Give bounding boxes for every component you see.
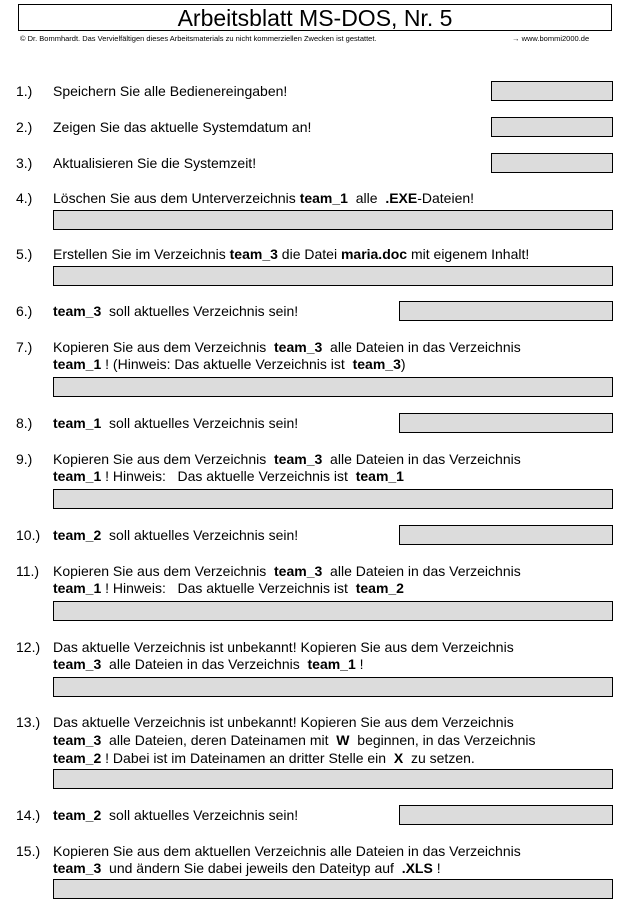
- task-text-segment: Löschen Sie aus dem Unterverzeichnis: [53, 190, 300, 206]
- task-text-segment: Das aktuelle Verzeichnis ist unbekannt! Kopieren Sie aus dem Verzeichnis: [53, 714, 514, 730]
- task-text: [53, 339, 521, 356]
- task-keyword: team_1: [53, 415, 102, 431]
- task-text-segment: Kopieren Sie aus dem Verzeichnis: [53, 563, 275, 579]
- task-text: [53, 190, 474, 207]
- task-text-segment: alle Dateien in das Verzeichnis: [322, 339, 521, 355]
- task-keyword: team_1: [53, 356, 102, 372]
- task-text-segment: soll aktuelles Verzeichnis sein!: [101, 415, 299, 431]
- task-text-segment: alle Dateien in das Verzeichnis: [101, 656, 308, 672]
- task-keyword: team_1: [53, 580, 102, 596]
- task-text-segment: !: [432, 860, 441, 876]
- task-text-segment: ! (Hinweis: Das aktuelle Verzeichnis ist: [101, 356, 353, 372]
- task-keyword: W: [336, 732, 350, 748]
- task-keyword: team_3: [53, 303, 102, 319]
- task-text-segment: soll aktuelles Verzeichnis sein!: [101, 527, 299, 543]
- task-number: 15.): [16, 843, 41, 859]
- website-link[interactable]: → www.bommi2000.de: [512, 34, 590, 43]
- task-number: 2.): [16, 119, 33, 135]
- task-text-segment: Aktualisieren Sie die Systemzeit!: [53, 155, 257, 171]
- answer-field[interactable]: [53, 601, 613, 621]
- answer-field[interactable]: [53, 210, 613, 230]
- task-text-segment: Kopieren Sie aus dem Verzeichnis: [53, 339, 275, 355]
- task-text-segment: Speichern Sie alle Bedienereingaben!: [53, 83, 288, 99]
- task-keyword: team_1: [355, 468, 404, 484]
- task-text: [53, 451, 521, 468]
- task-number: 6.): [16, 303, 33, 319]
- task-text-segment: ! Dabei ist im Dateinamen an dritter Stelle ein: [101, 750, 394, 766]
- task-number: 8.): [16, 415, 33, 431]
- task-keyword: team_2: [53, 750, 102, 766]
- task-text-segment: und ändern Sie dabei jeweils den Dateityp auf: [101, 860, 402, 876]
- task-keyword: team_3: [274, 451, 323, 467]
- task-text-segment: ! Hinweis: Das aktuelle Verzeichnis ist: [101, 468, 356, 484]
- answer-field[interactable]: [53, 677, 613, 697]
- task-text: [53, 732, 536, 749]
- task-number: 13.): [16, 714, 41, 730]
- task-text: [53, 415, 298, 432]
- task-keyword: X: [393, 750, 404, 766]
- answer-field[interactable]: [53, 266, 613, 286]
- task-keyword: team_3: [53, 732, 102, 748]
- task-number: 12.): [16, 639, 41, 655]
- task-text: [53, 303, 298, 320]
- answer-field[interactable]: [53, 879, 613, 899]
- task-text-segment: mit eigenem Inhalt!: [407, 246, 530, 262]
- answer-field[interactable]: [399, 805, 613, 825]
- answer-field[interactable]: [491, 117, 613, 137]
- task-text-segment: Zeigen Sie das aktuelle Systemdatum an!: [53, 119, 312, 135]
- task-text: [53, 714, 514, 731]
- copyright-notice: © Dr. Bommhardt. Das Vervielfältigen dieses Arbeitsmaterials zu nicht kommerziellen Zwecken ist gestattet.: [20, 34, 377, 43]
- task-text: [53, 246, 529, 263]
- task-keyword: team_1: [307, 656, 356, 672]
- task-text-segment: Kopieren Sie aus dem aktuellen Verzeichnis alle Dateien in das Verzeichnis: [53, 843, 521, 859]
- task-text: [53, 83, 287, 100]
- answer-field[interactable]: [53, 489, 613, 509]
- task-keyword: team_1: [53, 468, 102, 484]
- page-title: Arbeitsblatt MS-DOS, Nr. 5: [18, 4, 612, 31]
- task-text: [53, 807, 298, 824]
- task-text-segment: alle Dateien in das Verzeichnis: [322, 451, 521, 467]
- answer-field[interactable]: [399, 413, 613, 433]
- task-number: 3.): [16, 155, 33, 171]
- task-number: 14.): [16, 807, 41, 823]
- task-keyword: team_2: [53, 527, 102, 543]
- answer-field[interactable]: [53, 769, 613, 789]
- task-keyword: maria.doc: [340, 246, 408, 262]
- answer-field[interactable]: [491, 81, 613, 101]
- task-text: [53, 580, 404, 597]
- task-text-segment: Das aktuelle Verzeichnis ist unbekannt! Kopieren Sie aus dem Verzeichnis: [53, 639, 514, 655]
- task-text: [53, 563, 521, 580]
- task-text-segment: soll aktuelles Verzeichnis sein!: [101, 303, 299, 319]
- task-text-segment: -Dateien!: [417, 190, 475, 206]
- task-text-segment: !: [355, 656, 364, 672]
- task-text: [53, 119, 311, 136]
- task-keyword: team_3: [352, 356, 401, 372]
- task-text-segment: alle Dateien in das Verzeichnis: [322, 563, 521, 579]
- task-text-segment: ! Hinweis: Das aktuelle Verzeichnis ist: [101, 580, 356, 596]
- task-number: 5.): [16, 246, 33, 262]
- task-text: [53, 860, 441, 877]
- task-keyword: .EXE: [385, 190, 418, 206]
- task-keyword: .XLS: [401, 860, 433, 876]
- answer-field[interactable]: [399, 525, 613, 545]
- task-keyword: team_3: [274, 563, 323, 579]
- task-number: 4.): [16, 190, 33, 206]
- task-text-segment: alle Dateien, deren Dateinamen mit: [101, 732, 337, 748]
- task-number: 10.): [16, 527, 41, 543]
- task-keyword: team_1: [299, 190, 348, 206]
- task-text: [53, 843, 521, 860]
- task-text-segment: Erstellen Sie im Verzeichnis: [53, 246, 230, 262]
- task-text-segment: ): [400, 356, 406, 372]
- task-text-segment: die Datei: [277, 246, 341, 262]
- task-text-segment: alle: [347, 190, 386, 206]
- task-text: [53, 356, 406, 373]
- task-number: 11.): [16, 563, 40, 579]
- task-text: [53, 468, 404, 485]
- task-text-segment: soll aktuelles Verzeichnis sein!: [101, 807, 299, 823]
- task-keyword: team_3: [53, 860, 102, 876]
- task-keyword: team_2: [355, 580, 404, 596]
- task-number: 9.): [16, 451, 33, 467]
- task-text-segment: zu setzen.: [403, 750, 475, 766]
- task-keyword: team_3: [274, 339, 323, 355]
- answer-field[interactable]: [399, 301, 613, 321]
- task-keyword: team_2: [53, 807, 102, 823]
- task-text-segment: beginnen, in das Verzeichnis: [349, 732, 536, 748]
- task-number: 7.): [16, 339, 33, 355]
- task-text: [53, 656, 364, 673]
- task-keyword: team_3: [53, 656, 102, 672]
- task-text-segment: Kopieren Sie aus dem Verzeichnis: [53, 451, 275, 467]
- task-keyword: team_3: [229, 246, 278, 262]
- answer-field[interactable]: [53, 377, 613, 397]
- task-text: [53, 155, 256, 172]
- task-text: [53, 750, 475, 767]
- answer-field[interactable]: [491, 153, 613, 173]
- task-text: [53, 639, 514, 656]
- task-text: [53, 527, 298, 544]
- task-number: 1.): [16, 83, 33, 99]
